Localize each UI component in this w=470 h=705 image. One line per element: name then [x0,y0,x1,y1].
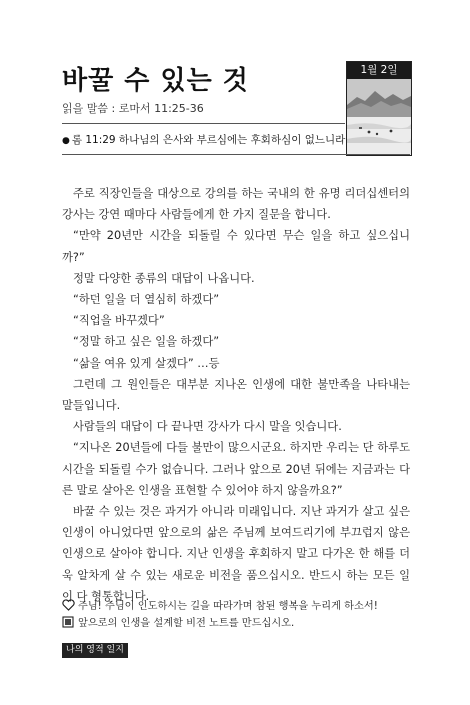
paragraph: “하던 일을 더 열심히 하겠다” [73,293,220,307]
key-verse [62,132,345,147]
devotional-body [62,183,410,607]
paragraph: “정말 하고 싶은 일을 하겠다” [73,335,220,349]
heart-icon [62,599,75,611]
paragraph: 바꿀 수 있는 것은 과거가 아니라 미래입니다. 지난 과거가 살고 싶은 인생이 아니었다면 앞으로의 삶은 주님께 보여드리기에 부끄럽지 않은 인생으로 살아야 합니다. 지난 인생을 후회하지 말고 다가온 한 해를 더욱 알차게 살 수 있는 새로운 비전을 품으십시오. 반드시 하는 모든 일이 다 형통합니다. [62,505,410,603]
paragraph: “직업을 바꾸겠다” [73,314,165,328]
paragraph: 그런데 그 원인들은 대부분 지나온 인생에 대한 불만족을 나타내는 말들입니다. [62,377,410,413]
action-text: 앞으로의 인생을 설계할 비전 노트를 만드십시오. [78,618,295,629]
key-verse-text: 롬 11:29 하나님의 은사와 부르심에는 후회하심이 없느니라 [71,134,346,146]
prayer-text: 주님! 주님이 인도하시는 길을 따라가며 참된 행복을 누리게 하소서! [78,601,378,612]
note-icon [62,616,75,628]
landscape-photo [347,79,411,155]
paragraph: 주로 직장인들을 대상으로 강의를 하는 국내의 한 유명 리더십센터의 강사는 강연 때마다 사람들에게 한 가지 질문을 합니다. [62,187,410,222]
paragraph: “지나온 20년들에 다들 불만이 많으시군요. 하지만 우리는 단 하루도 시간을 되돌릴 수가 없습니다. 그러나 앞으로 20년 뒤에는 지금과는 다른 말로 살아온 인생을 표현할 수 있어야 하지 않을까요?” [62,441,410,497]
date-label: 1월 2일 [347,62,411,79]
bullet-icon: ● [62,136,70,146]
action-line [62,614,294,629]
scripture-reading: 읽을 말씀 : 로마서 11:25-36 [62,102,204,115]
prayer-line [62,597,378,612]
paragraph: “삶을 여유 있게 살겠다” …등 [73,356,220,370]
paragraph: 정말 다양한 종류의 대답이 나옵니다. [73,271,255,285]
journal-label: 나의 영적 일지 [62,643,128,658]
paragraph: “만약 20년만 시간을 되돌릴 수 있다면 무슨 일을 하고 싶으십니까?” [62,229,410,264]
page-title: 바꿀 수 있는 것 [62,66,249,96]
date-card [346,61,412,156]
paragraph: 사람들의 대답이 다 끝나면 강사가 다시 말을 잇습니다. [73,420,342,434]
verse-top-rule [62,123,345,124]
verse-bottom-rule [62,154,410,155]
